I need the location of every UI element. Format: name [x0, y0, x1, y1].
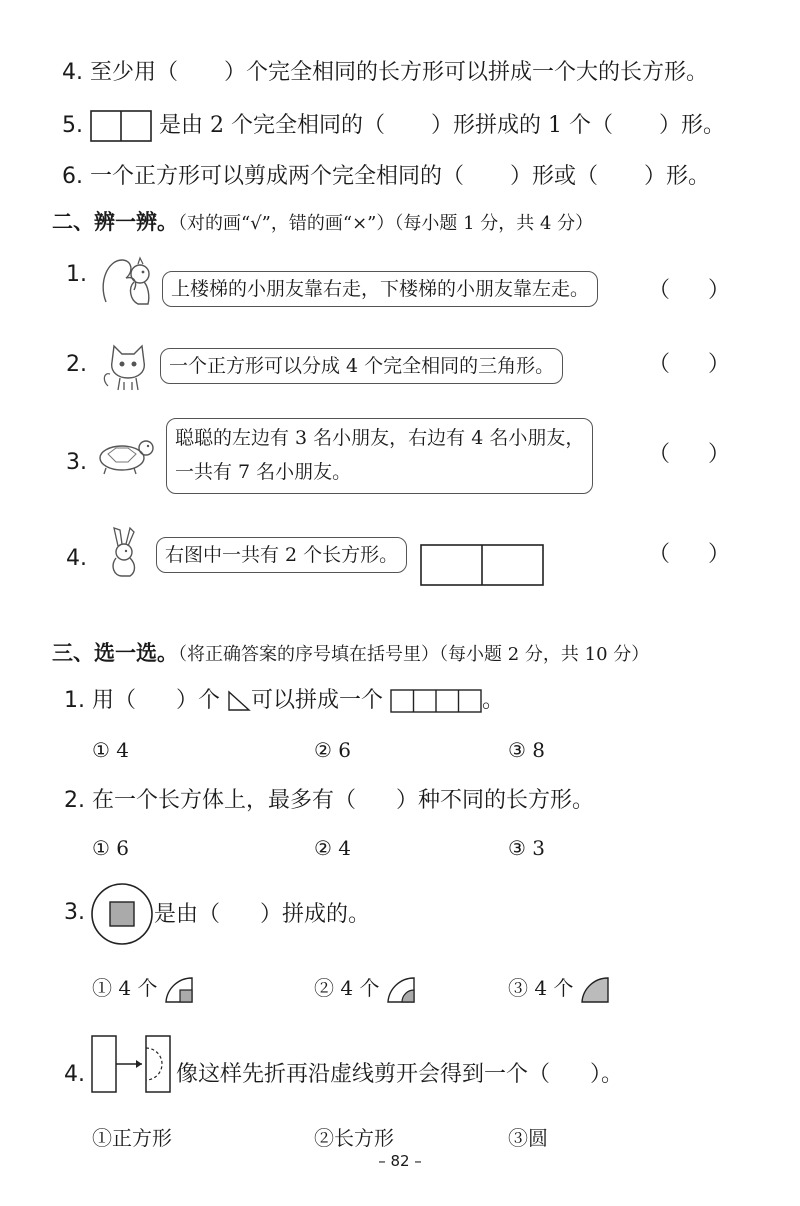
choice-1-option-3[interactable]: ③ 8 — [508, 738, 546, 762]
quarter-circle-icon — [580, 976, 610, 1004]
choice-3: 是由（ ）拼成的。 — [154, 902, 371, 927]
rabbit-icon — [100, 526, 146, 580]
choice-4-number: 4. — [64, 1062, 85, 1087]
judge-2-bubble: 一个正方形可以分成 4 个完全相同的三角形。 — [160, 348, 563, 384]
judge-3-bubble: 聪聪的左边有 3 名小朋友，右边有 4 名小朋友， 一共有 7 名小朋友。 — [166, 418, 593, 494]
two-rectangles-figure — [420, 544, 544, 586]
choice-4-option-1[interactable]: ①正方形 — [92, 1126, 172, 1150]
choice-2-option-3[interactable]: ③ 3 — [508, 836, 546, 860]
choice-1: 1. 用（ ）个 可以拼成一个 。 — [64, 688, 505, 713]
quarter-ring-with-square-icon — [164, 976, 194, 1004]
judge-4-bubble: 右图中一共有 2 个长方形。 — [156, 537, 407, 573]
judge-1-bubble: 上楼梯的小朋友靠右走，下楼梯的小朋友靠左走。 — [162, 271, 598, 307]
choice-1-option-1[interactable]: ① 4 — [92, 738, 130, 762]
judge-4-answer-paren[interactable]: （ ） — [648, 542, 731, 567]
right-triangle-figure — [227, 690, 251, 712]
four-square-strip-figure — [390, 689, 482, 713]
judge-1-number: 1. — [66, 262, 87, 287]
fold-and-cut-figure — [90, 1030, 180, 1096]
quarter-ring-icon — [386, 976, 416, 1004]
question-5: 5. 是由 2 个完全相同的（ ）形拼成的 1 个（ ）形。 — [62, 110, 725, 142]
two-square-rectangle-figure — [90, 110, 152, 142]
judge-2-answer-paren[interactable]: （ ） — [648, 352, 731, 377]
judge-1-answer-paren[interactable]: （ ） — [648, 278, 731, 303]
cat-icon — [100, 338, 156, 394]
judge-3-answer-paren[interactable]: （ ） — [648, 442, 731, 467]
section-3-heading: 三、选一选。（将正确答案的序号填在括号里）（每小题 2 分，共 10 分） — [52, 641, 650, 665]
section-2-heading: 二、辨一辨。（对的画“√”，错的画“×”）（每小题 1 分，共 4 分） — [52, 210, 594, 234]
judge-2-number: 2. — [66, 352, 87, 377]
choice-1-option-2[interactable]: ② 6 — [314, 738, 352, 762]
page-number: – 82 – — [378, 1152, 422, 1170]
choice-4-option-3[interactable]: ③圆 — [508, 1126, 548, 1150]
choice-3-number: 3. — [64, 900, 85, 925]
judge-4-number: 4. — [66, 546, 87, 571]
question-6: 6. 一个正方形可以剪成两个完全相同的（ ）形或（ ）形。 — [62, 164, 711, 189]
judge-3-number: 3. — [66, 450, 87, 475]
choice-3-option-1[interactable]: ① 4 个 — [92, 972, 194, 1004]
choice-4-option-2[interactable]: ②长方形 — [314, 1126, 394, 1150]
turtle-icon — [94, 432, 156, 476]
choice-2-option-1[interactable]: ① 6 — [92, 836, 130, 860]
choice-3-option-2[interactable]: ② 4 个 — [314, 972, 416, 1004]
squirrel-icon — [98, 252, 156, 310]
question-4: 4. 至少用（ ）个完全相同的长方形可以拼成一个大的长方形。 — [62, 60, 709, 85]
circle-with-square-figure — [90, 882, 154, 946]
choice-3-option-3[interactable]: ③ 4 个 — [508, 972, 610, 1004]
choice-2: 2. 在一个长方体上，最多有（ ）种不同的长方形。 — [64, 788, 595, 813]
choice-2-option-2[interactable]: ② 4 — [314, 836, 352, 860]
choice-4: 像这样先折再沿虚线剪开会得到一个（ ）。 — [176, 1062, 624, 1087]
